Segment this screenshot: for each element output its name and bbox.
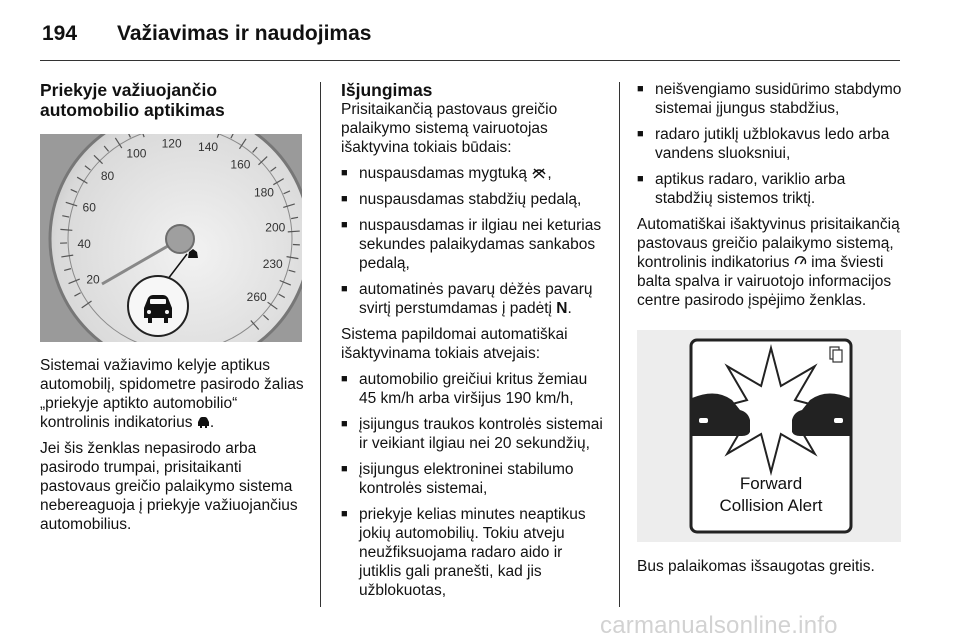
- auto-deactivation-list: [341, 370, 603, 600]
- paragraph-deactivation-intro: Prisitaikančią pastovaus greičio palaikymo sistemą vairuotojas išaktyvina tokiais būdais:: [341, 101, 558, 156]
- list-item: ■ radaro jutiklį užblokavus ledo arba vandens sluoksniui,: [637, 125, 905, 163]
- column-divider-1: [320, 82, 321, 607]
- list-item: ■ priekyje kelias minutes neaptikus jokių automobilių. Tokiu atveju neužfiksuojama radaro aido ir jutiklis gali pranešti, kad jis užblokuotas,: [341, 505, 603, 600]
- list-item: ■ automobilio greičiui kritus žemiau 45 km/h arba viršijus 190 km/h,: [341, 370, 603, 408]
- column-1: [40, 80, 305, 541]
- gauge-hub: [166, 225, 194, 253]
- paragraph-indicator-white: Automatiškai išaktyvinus prisitaikančią pastovaus greičio palaikymo sistemą, kontrolinis indikatorius ima šviesti balta spalva ir vairuotojo informacijos centre pasirodo įspėjimo ženklas.: [637, 216, 900, 309]
- column-divider-2: [619, 82, 620, 607]
- list-item: ■ aptikus radaro, variklio arba stabdžių sistemos triktį.: [637, 170, 905, 208]
- paragraph-no-indicator: Jei šis ženklas nepasirodo arba pasirodo trumpai, prisitaikanti pastovaus greičio palaikymo sistema nebereaguoja į priekyje važiuojančius automobilius.: [40, 440, 298, 533]
- section-title: Važiavimas ir naudojimas: [117, 22, 372, 45]
- heading-deactivation: Išjungimas: [341, 80, 433, 100]
- paragraph-indicator: Sistemai važiavimo kelyje aptikus automobilį, spidometre pasirodo žalias „priekyje aptikto automobilio“ kontrolinis indikatorius .: [40, 357, 304, 431]
- gauge-label: 40: [77, 237, 91, 252]
- list-item: ■ nuspausdamas stabdžių pedalą,: [341, 190, 603, 209]
- gauge-label: 160: [230, 157, 251, 172]
- gauge-label: 100: [126, 146, 147, 161]
- gauge-label: 230: [262, 256, 283, 271]
- list-item: ■ įsijungus traukos kontrolės sistemai ir veikiant ilgiau nei 20 sekundžių,: [341, 415, 603, 453]
- gauge-label: 60: [82, 200, 96, 215]
- vehicle-ahead-icon: [197, 416, 210, 428]
- list-item: ■ nuspausdamas ir ilgiau nei keturias sekundes palaikydamas sankabos pedalą,: [341, 216, 603, 273]
- paragraph-speed-kept: Bus palaikomas išsaugotas greitis.: [637, 558, 875, 575]
- gauge-label: 80: [100, 169, 115, 184]
- collision-alert-figure: [637, 330, 901, 542]
- gauge-label: 120: [161, 136, 182, 151]
- gauge-label: 180: [253, 185, 274, 200]
- gauge-label: 260: [246, 289, 267, 304]
- list-item: ■ automatinės pavarų dėžės pavarų svirtį perstumdamas į padėtį N.: [341, 280, 603, 318]
- list-item: ■ nuspausdamas mygtuką ,: [341, 164, 603, 183]
- speedometer-figure: [40, 134, 302, 342]
- page-header: [0, 0, 960, 62]
- heading-vehicle-ahead: Priekyje važiuojančio automobilio aptikimas: [40, 80, 225, 120]
- cruise-cancel-icon: [531, 167, 547, 179]
- gauge-label: 140: [198, 140, 219, 155]
- alert-text-line1: Forward: [739, 474, 803, 493]
- alert-text-line2: Collision Alert: [719, 496, 823, 515]
- list-item: ■ įsijungus elektroninei stabilumo kontrolės sistemai,: [341, 460, 603, 498]
- auto-deactivation-list-continued: [637, 80, 905, 208]
- watermark: carmanualsonline.info: [600, 612, 838, 639]
- column-3: [637, 80, 905, 583]
- gauge-tick: [288, 231, 300, 232]
- gauge-label: 20: [86, 272, 100, 287]
- column-2: [341, 80, 603, 607]
- gauge-label: 200: [265, 220, 286, 235]
- header-rule: [40, 60, 900, 61]
- paragraph-auto-deactivation: Sistema papildomai automatiškai išaktyvinama tokiais atvejais:: [341, 326, 568, 362]
- deactivation-list: [341, 164, 603, 318]
- page-number: 194: [42, 22, 78, 45]
- gear-letter: N: [556, 300, 568, 317]
- cruise-control-icon: [794, 255, 807, 268]
- list-item: ■ neišvengiamo susidūrimo stabdymo sistemai įjungus stabdžius,: [637, 80, 905, 118]
